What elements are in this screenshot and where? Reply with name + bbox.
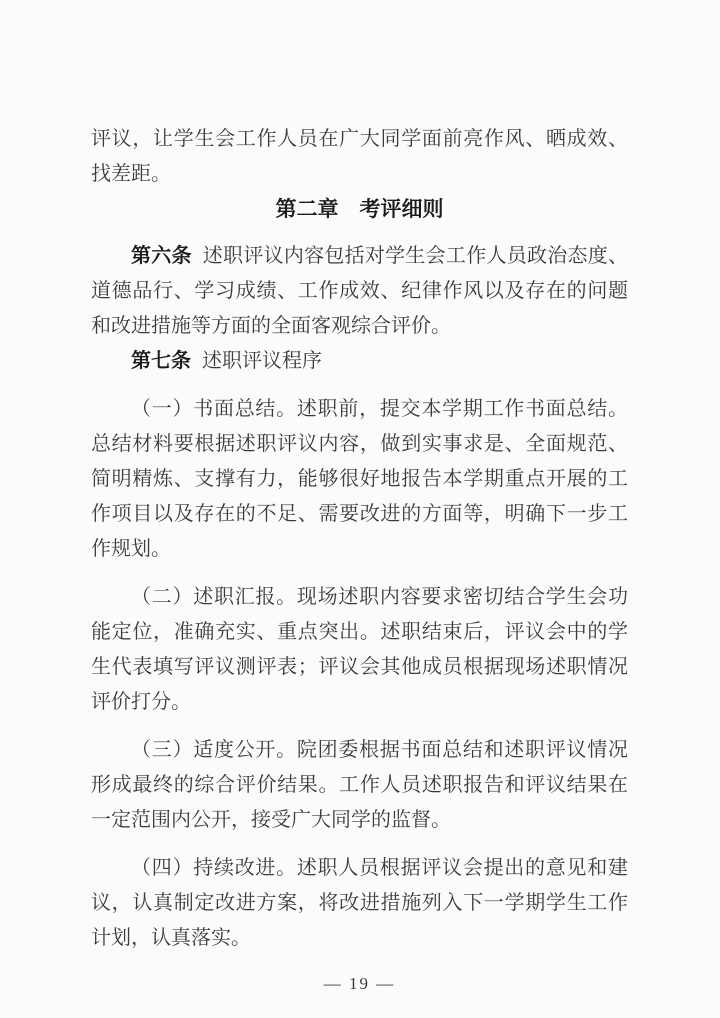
document-body — [91, 122, 628, 956]
item-2: （二）述职汇报。现场述职内容要求密切结合学生会功能定位，准确充实、重点突出。述职结束后，评议会中的学生代表填写评议测评表；评议会其他成员根据现场述职情况评价打分。 — [91, 586, 628, 713]
item-4: （四）持续改进。述职人员根据评议会提出的意见和建议，认真制定改进方案，将改进措施列入下一学期学生工作计划，认真落实。 — [91, 857, 628, 949]
article-7 — [91, 344, 628, 379]
article-7-label: 第七条 — [131, 350, 191, 372]
article-6-text: 述职评议内容包括对学生会工作人员政治态度、道德品行、学习成绩、工作成效、纪律作风以及存在的问题和改进措施等方面的全面客观综合评价。 — [91, 245, 629, 337]
chapter-heading: 第二章 考评细则 — [275, 198, 444, 221]
article-7-text: 述职评议程序 — [202, 350, 322, 372]
page-number: — 19 — — [323, 974, 396, 993]
item-1: （一）书面总结。述职前，提交本学期工作书面总结。总结材料要根据述职评议内容，做到实事求是、全面规范、简明精炼、支撑有力，能够很好地报告本学期重点开展的工作项目以及存在的不足、需要改进的方面等，明确下一步工作规划。 — [91, 398, 628, 560]
page-footer — [91, 974, 628, 994]
article-6 — [91, 239, 628, 344]
continuation-paragraph: 评议，让学生会工作人员在广大同学面前亮作风、晒成效、找差距。 — [91, 128, 628, 185]
article-6-label: 第六条 — [131, 245, 192, 267]
item-3: （三）适度公开。院团委根据书面总结和述职评议情况形成最终的综合评价结果。工作人员述职报告和评议结果在一定范围内公开，接受广大同学的监督。 — [91, 739, 628, 831]
